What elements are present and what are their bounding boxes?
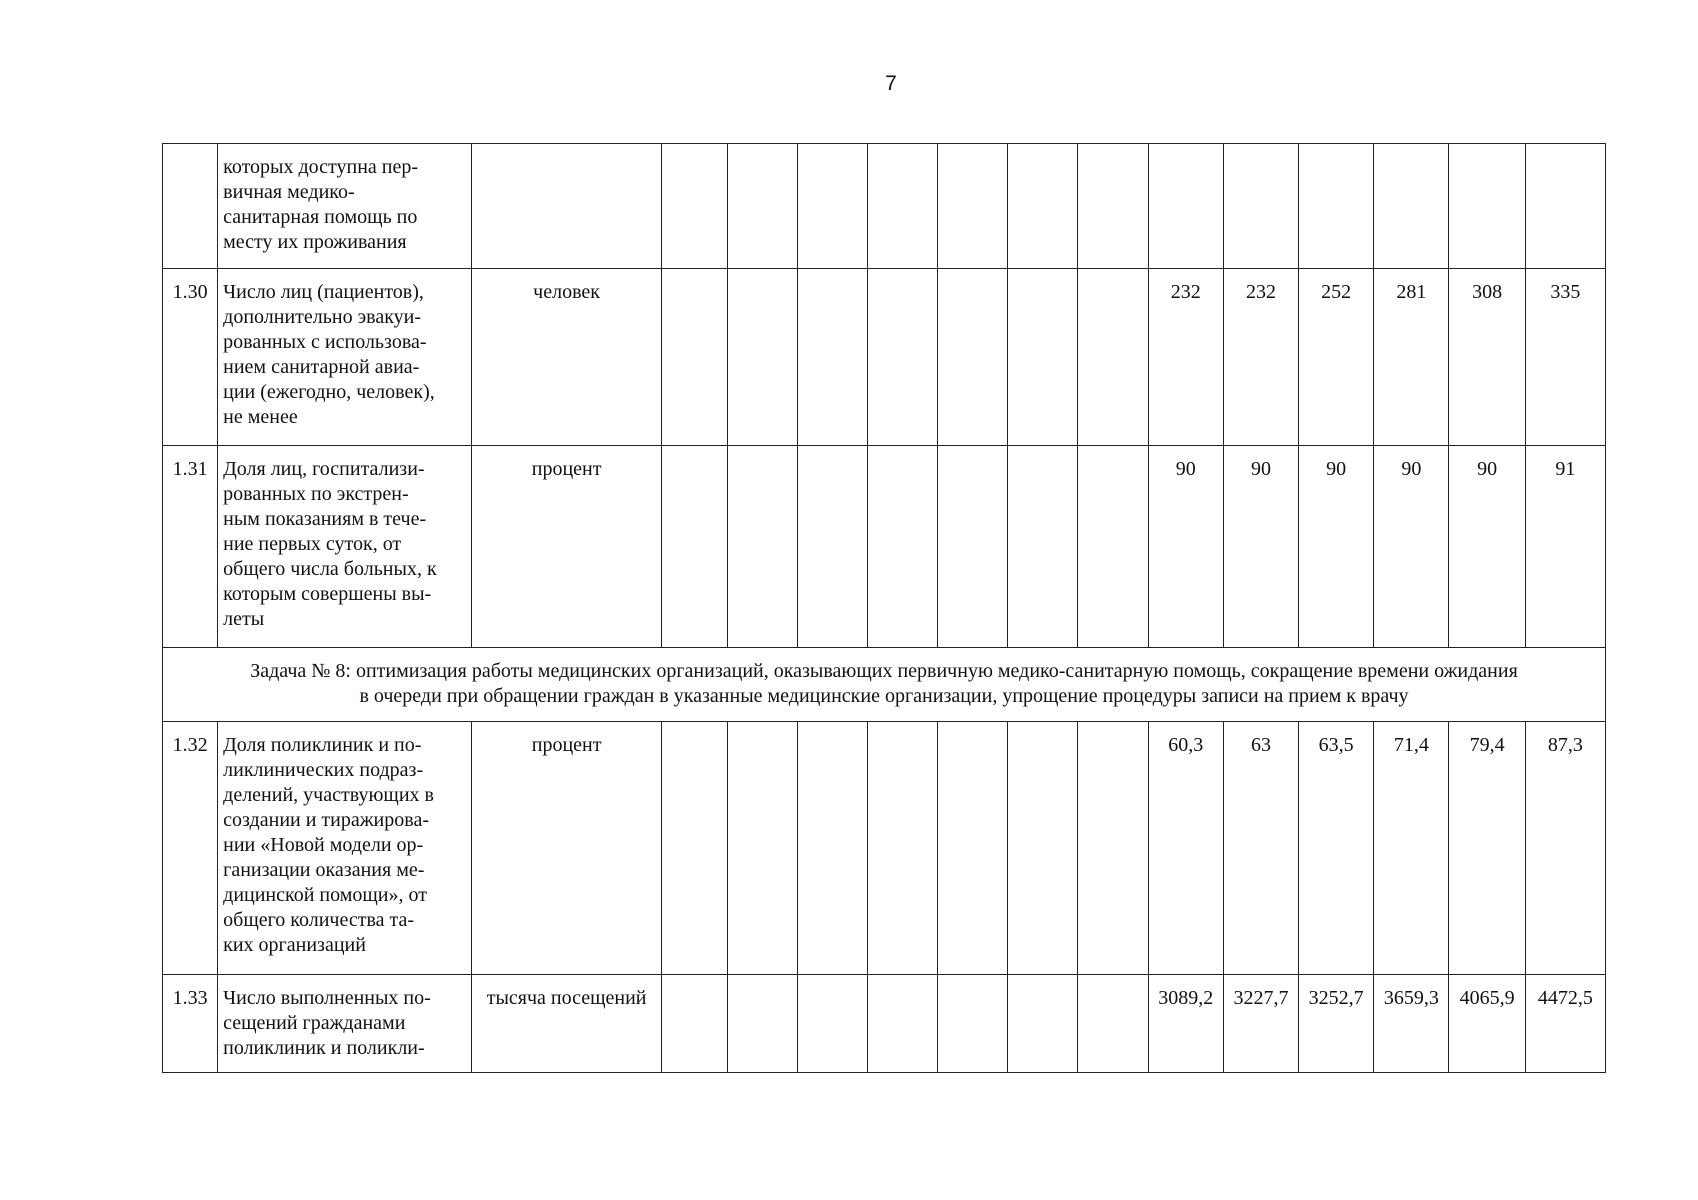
table-row	[163, 722, 1606, 975]
value-cell: 232	[1223, 269, 1298, 446]
empty-cell	[938, 975, 1008, 1073]
value-cell: 90	[1223, 446, 1298, 648]
task-8-line-2: в очереди при обращении граждан в указанные медицинские организации, упрощение процедуры записи на прием к врачу	[359, 685, 1409, 707]
empty-cell	[797, 722, 867, 975]
value-cell: 90	[1374, 446, 1449, 648]
indicator-name-line: поликлиник и поликли-	[223, 1037, 425, 1059]
indicator-name-line: не менее	[223, 406, 298, 428]
indicator-name	[218, 975, 472, 1073]
empty-cell	[1008, 269, 1078, 446]
value-cell: 63,5	[1299, 722, 1374, 975]
empty-cell	[867, 144, 937, 269]
indicator-name-line: ких организаций	[223, 934, 366, 956]
empty-cell	[938, 144, 1008, 269]
value-cell: 71,4	[1374, 722, 1449, 975]
indicator-name-line: Число лиц (пациентов),	[223, 281, 424, 303]
empty-cell	[727, 269, 797, 446]
empty-cell	[662, 722, 727, 975]
value-cell: 3089,2	[1148, 975, 1223, 1073]
unit-cell	[471, 144, 662, 269]
unit-cell: процент	[471, 722, 662, 975]
task-8-heading	[163, 648, 1606, 722]
value-cell: 90	[1148, 446, 1223, 648]
empty-cell	[938, 722, 1008, 975]
value-cell: 3659,3	[1374, 975, 1449, 1073]
empty-cell	[1008, 446, 1078, 648]
indicator-name-line: ции (ежегодно, человек),	[223, 381, 435, 403]
value-cell: 281	[1374, 269, 1449, 446]
empty-cell	[662, 446, 727, 648]
value-cell	[1374, 144, 1449, 269]
table-row	[163, 144, 1606, 269]
empty-cell	[867, 722, 937, 975]
indicator-name-line: создании и тиражирова-	[223, 809, 429, 831]
value-cell: 4065,9	[1449, 975, 1525, 1073]
indicator-name-line: дицинской помощи», от	[223, 884, 427, 906]
indicator-name-line: ликлинических подраз-	[223, 759, 424, 781]
empty-cell	[727, 446, 797, 648]
unit-cell: процент	[471, 446, 662, 648]
indicator-name-line: Число выполненных по-	[223, 987, 431, 1009]
indicator-name-line: санитарная помощь по	[223, 206, 418, 228]
indicator-name	[218, 144, 472, 269]
value-cell: 63	[1223, 722, 1298, 975]
value-cell	[1449, 144, 1525, 269]
empty-cell	[662, 269, 727, 446]
value-cell	[1525, 144, 1605, 269]
indicators-table	[162, 143, 1606, 1073]
table-row	[163, 269, 1606, 446]
table-row	[163, 975, 1606, 1073]
empty-cell	[867, 975, 937, 1073]
empty-cell	[1078, 975, 1148, 1073]
empty-cell	[727, 722, 797, 975]
indicator-name-line: дополнительно эвакуи-	[223, 306, 422, 328]
value-cell: 90	[1449, 446, 1525, 648]
indicator-name-line: рованных с использова-	[223, 331, 427, 353]
page-number: 7	[885, 72, 897, 95]
value-cell: 90	[1299, 446, 1374, 648]
task-8-line-1: Задача № 8: оптимизация работы медицинских организаций, оказывающих первичную медико-санитарную помощь, сокращение времени ожидания	[250, 660, 1518, 682]
value-cell: 91	[1525, 446, 1605, 648]
indicator-name	[218, 269, 472, 446]
empty-cell	[727, 975, 797, 1073]
value-cell: 232	[1148, 269, 1223, 446]
value-cell	[1299, 144, 1374, 269]
row-number	[163, 144, 218, 269]
indicator-name	[218, 446, 472, 648]
empty-cell	[867, 446, 937, 648]
empty-cell	[1008, 144, 1078, 269]
indicator-name-line: ние первых суток, от	[223, 533, 402, 555]
task-row	[163, 648, 1606, 722]
empty-cell	[662, 144, 727, 269]
empty-cell	[938, 446, 1008, 648]
table-row	[163, 446, 1606, 648]
indicator-name-line: рованных по экстрен-	[223, 483, 409, 505]
row-number: 1.32	[163, 722, 218, 975]
empty-cell	[797, 975, 867, 1073]
indicator-name-line: общего числа больных, к	[223, 558, 437, 580]
indicator-name-line: общего количества та-	[223, 909, 415, 931]
empty-cell	[867, 269, 937, 446]
indicator-name-line: сещений гражданами	[223, 1012, 406, 1034]
empty-cell	[797, 144, 867, 269]
value-cell: 60,3	[1148, 722, 1223, 975]
indicator-name-line: ганизации оказания ме-	[223, 859, 425, 881]
value-cell: 4472,5	[1525, 975, 1605, 1073]
value-cell: 79,4	[1449, 722, 1525, 975]
indicator-name-line: которых доступна пер-	[223, 156, 419, 178]
row-number: 1.30	[163, 269, 218, 446]
indicator-name-line: нием санитарной авиа-	[223, 356, 420, 378]
empty-cell	[938, 269, 1008, 446]
indicator-name-line: нии «Новой модели ор-	[223, 834, 424, 856]
indicator-name-line: вичная медико-	[223, 181, 355, 203]
empty-cell	[1078, 446, 1148, 648]
indicator-name-line: леты	[223, 608, 265, 630]
indicator-name-line: Доля лиц, госпитализи-	[223, 458, 425, 480]
value-cell: 87,3	[1525, 722, 1605, 975]
indicator-name-line: месту их проживания	[223, 231, 407, 253]
unit-cell: человек	[471, 269, 662, 446]
empty-cell	[727, 144, 797, 269]
value-cell: 252	[1299, 269, 1374, 446]
indicator-name-line: ным показаниям в тече-	[223, 508, 427, 530]
row-number: 1.31	[163, 446, 218, 648]
row-number: 1.33	[163, 975, 218, 1073]
value-cell: 335	[1525, 269, 1605, 446]
empty-cell	[1008, 722, 1078, 975]
indicator-name	[218, 722, 472, 975]
unit-cell: тысяча посещений	[471, 975, 662, 1073]
value-cell: 3227,7	[1223, 975, 1298, 1073]
value-cell: 3252,7	[1299, 975, 1374, 1073]
value-cell: 308	[1449, 269, 1525, 446]
empty-cell	[1078, 722, 1148, 975]
empty-cell	[797, 446, 867, 648]
empty-cell	[1078, 144, 1148, 269]
indicator-name-line: которым совершены вы-	[223, 583, 432, 605]
empty-cell	[662, 975, 727, 1073]
value-cell	[1148, 144, 1223, 269]
indicator-name-line: Доля поликлиник и по-	[223, 734, 422, 756]
indicator-name-line: делений, участвующих в	[223, 784, 434, 806]
empty-cell	[1008, 975, 1078, 1073]
value-cell	[1223, 144, 1298, 269]
empty-cell	[1078, 269, 1148, 446]
empty-cell	[797, 269, 867, 446]
